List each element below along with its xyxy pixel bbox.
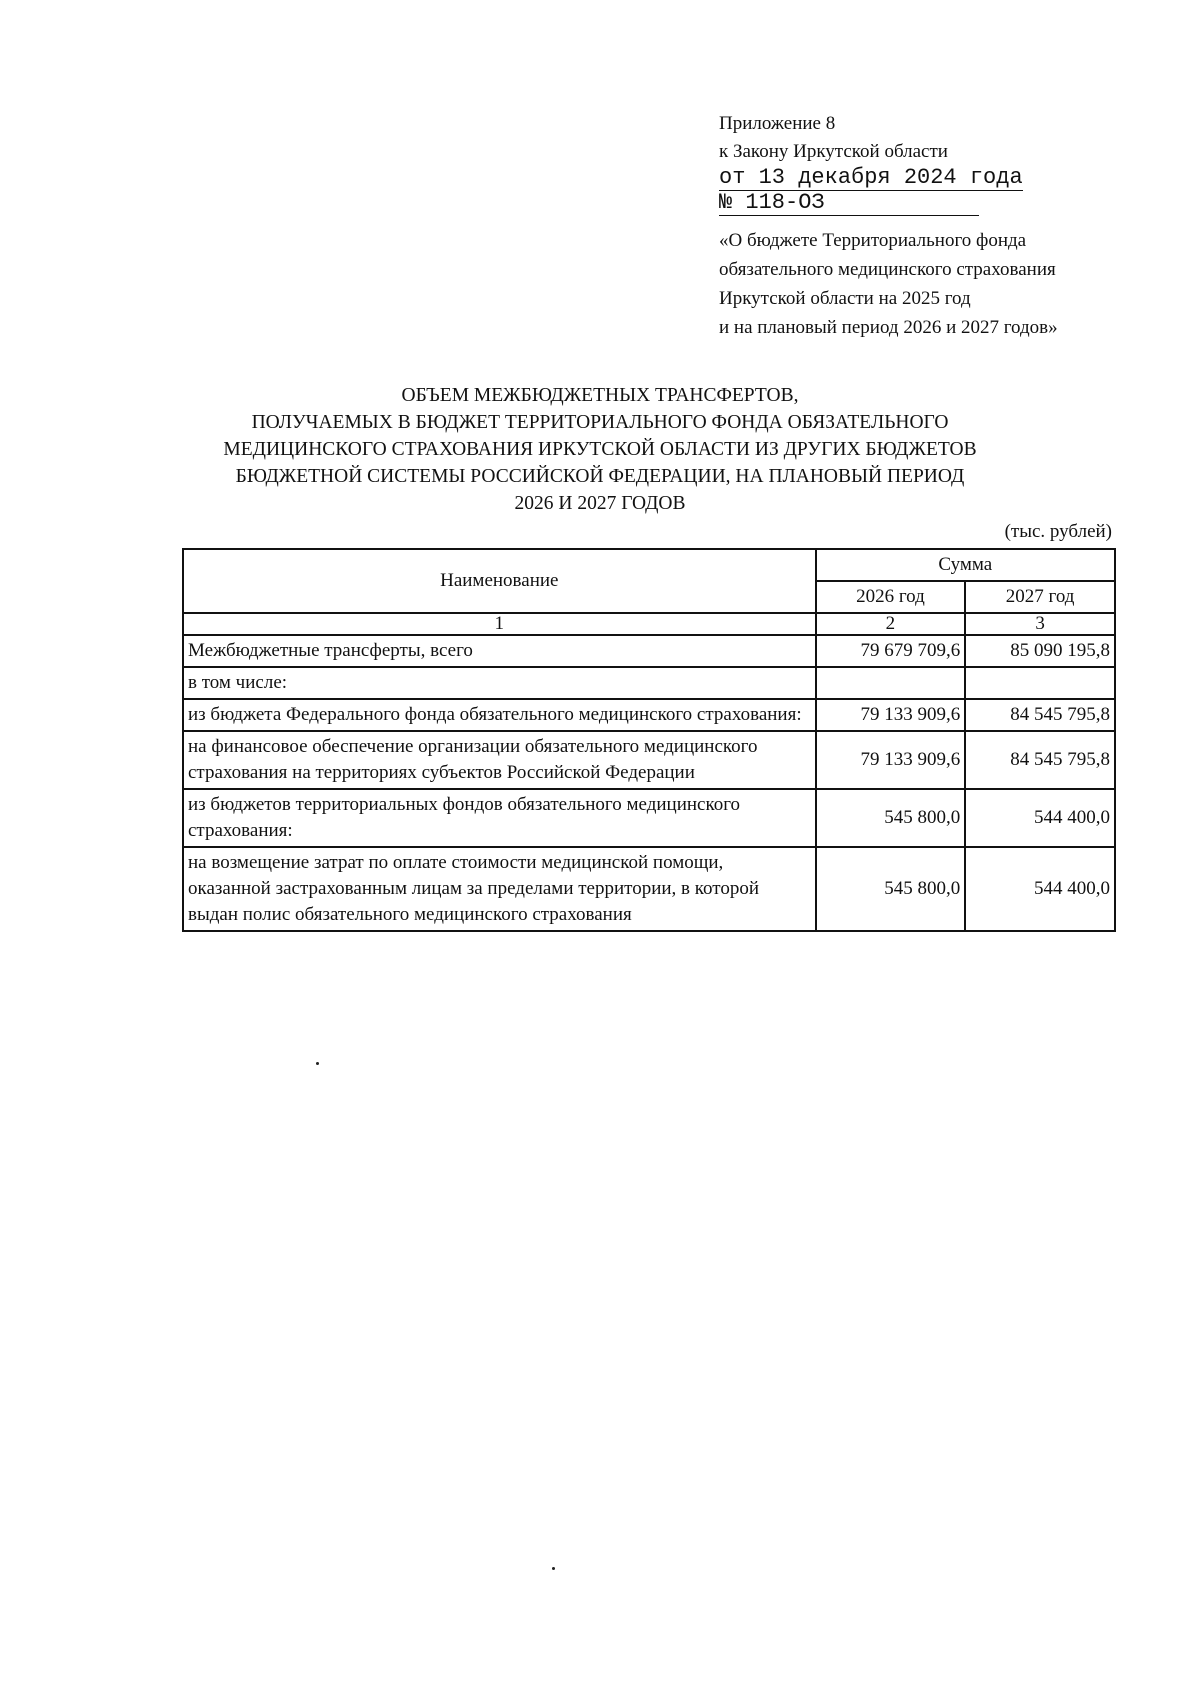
law-title-line: Иркутской области на 2025 год bbox=[719, 288, 971, 309]
row-value-2026: 79 133 909,6 bbox=[816, 699, 966, 731]
title-line: МЕДИЦИНСКОГО СТРАХОВАНИЯ ИРКУТСКОЙ ОБЛАСТИ ИЗ ДРУГИХ БЮДЖЕТОВ bbox=[223, 439, 977, 460]
header-year-2026: 2026 год bbox=[816, 581, 966, 613]
header-sum: Сумма bbox=[816, 549, 1115, 581]
col-index: 2 bbox=[816, 613, 966, 635]
units-label: (тыс. рублей) bbox=[1004, 521, 1112, 542]
table-row bbox=[183, 789, 1115, 847]
column-index-row bbox=[183, 613, 1115, 635]
row-value-2026: 79 679 709,6 bbox=[816, 635, 966, 667]
row-value-2027: 85 090 195,8 bbox=[965, 635, 1115, 667]
col-index: 3 bbox=[965, 613, 1115, 635]
row-value-2027 bbox=[965, 667, 1115, 699]
document-title bbox=[160, 382, 1040, 517]
header-row bbox=[183, 549, 1115, 581]
row-value-2027: 84 545 795,8 bbox=[965, 699, 1115, 731]
row-value-2027: 544 400,0 bbox=[965, 789, 1115, 847]
scan-speck bbox=[316, 1062, 319, 1065]
title-line: 2026 И 2027 ГОДОВ bbox=[514, 493, 686, 514]
law-number: № 118-ОЗ bbox=[719, 191, 979, 216]
row-name: на возмещение затрат по оплате стоимости медицинской помощи, оказанной застрахованным лицам за пределами территории, в которой выдан полис обязательного медицинского страхования bbox=[183, 847, 816, 931]
table-row bbox=[183, 635, 1115, 667]
row-name: из бюджета Федерального фонда обязательного медицинского страхования: bbox=[183, 699, 816, 731]
title-line: БЮДЖЕТНОЙ СИСТЕМЫ РОССИЙСКОЙ ФЕДЕРАЦИИ, НА ПЛАНОВЫЙ ПЕРИОД bbox=[235, 466, 965, 487]
appendix-block bbox=[719, 110, 1058, 342]
appendix-law-ref: к Закону Иркутской области bbox=[719, 141, 948, 162]
row-value-2027: 84 545 795,8 bbox=[965, 731, 1115, 789]
row-value-2026: 545 800,0 bbox=[816, 847, 966, 931]
table-row bbox=[183, 847, 1115, 931]
table-row bbox=[183, 699, 1115, 731]
row-name: Межбюджетные трансферты, всего bbox=[183, 635, 816, 667]
row-value-2027: 544 400,0 bbox=[965, 847, 1115, 931]
law-title bbox=[719, 226, 1058, 342]
title-line: ПОЛУЧАЕМЫХ В БЮДЖЕТ ТЕРРИТОРИАЛЬНОГО ФОНДА ОБЯЗАТЕЛЬНОГО bbox=[251, 412, 949, 433]
row-value-2026: 79 133 909,6 bbox=[816, 731, 966, 789]
appendix-law-number bbox=[719, 191, 1058, 216]
row-value-2026: 545 800,0 bbox=[816, 789, 966, 847]
row-value-2026 bbox=[816, 667, 966, 699]
appendix-number: Приложение 8 bbox=[719, 113, 836, 134]
scan-speck bbox=[552, 1567, 555, 1570]
title-line: ОБЪЕМ МЕЖБЮДЖЕТНЫХ ТРАНСФЕРТОВ, bbox=[401, 385, 799, 406]
col-index: 1 bbox=[183, 613, 816, 635]
row-name: из бюджетов территориальных фондов обязательного медицинского страхования: bbox=[183, 789, 816, 847]
law-date: от 13 декабря 2024 года bbox=[719, 165, 1023, 190]
law-title-line: обязательного медицинского страхования bbox=[719, 259, 1056, 280]
transfers-table bbox=[182, 548, 1116, 932]
table-row bbox=[183, 731, 1115, 789]
header-name: Наименование bbox=[183, 549, 816, 613]
header-year-2027: 2027 год bbox=[965, 581, 1115, 613]
row-name: в том числе: bbox=[183, 667, 816, 699]
appendix-date bbox=[719, 166, 1058, 191]
law-title-line: «О бюджете Территориального фонда bbox=[719, 230, 1027, 251]
law-title-line: и на плановый период 2026 и 2027 годов» bbox=[719, 317, 1058, 338]
table-row bbox=[183, 667, 1115, 699]
row-name: на финансовое обеспечение организации обязательного медицинского страхования на территориях субъектов Российской Федерации bbox=[183, 731, 816, 789]
